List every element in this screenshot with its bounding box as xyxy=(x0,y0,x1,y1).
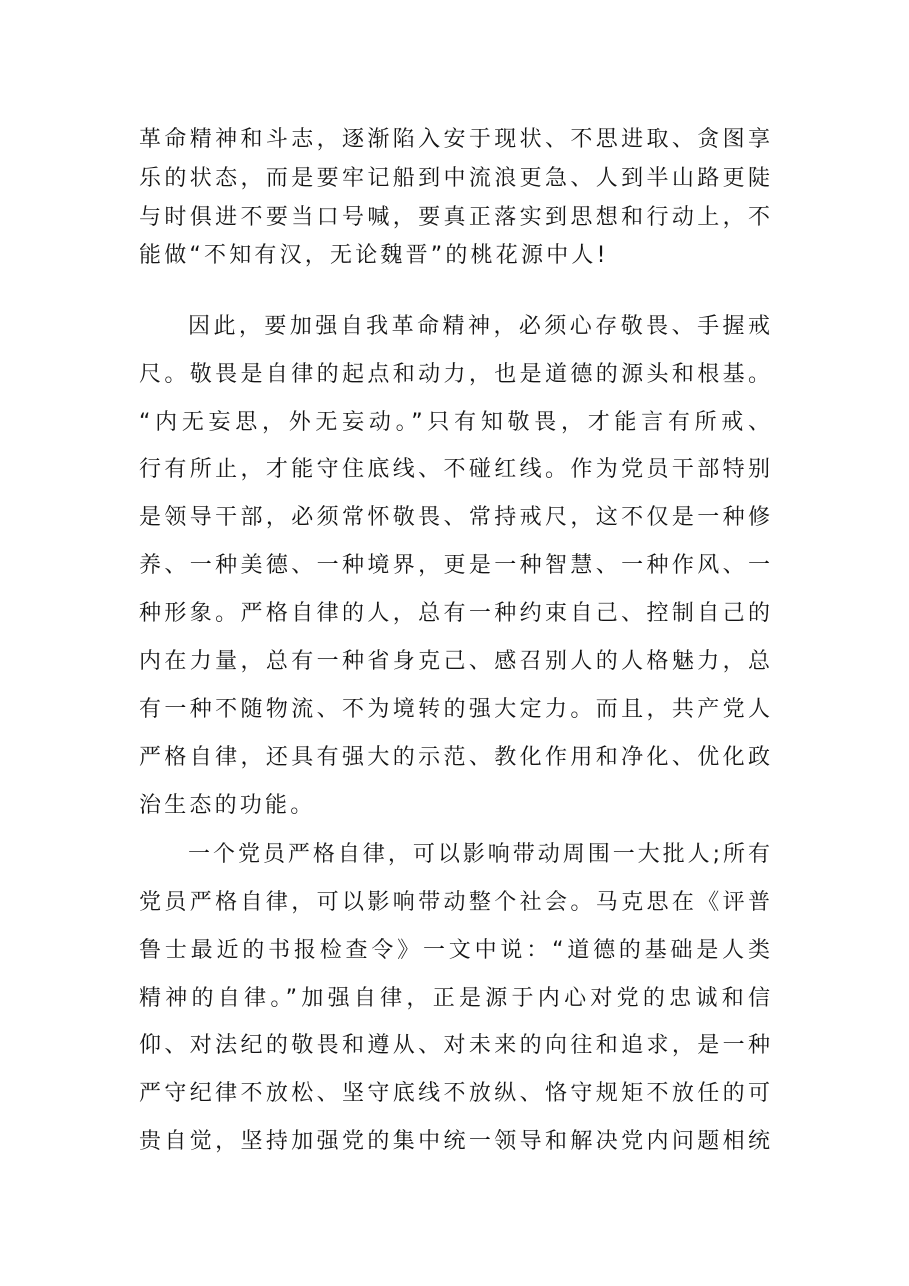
text-line: 种形象。严格自律的人，总有一种约束自己、控制自己的 xyxy=(139,601,770,626)
text-line: 养、一种美德、一种境界，更是一种智慧、一种作风、一 xyxy=(139,553,770,578)
text-line: 尺。敬畏是自律的起点和动力，也是道德的源头和根基。 xyxy=(139,362,770,387)
text-line: 一个党员严格自律，可以影响带动周围一大批人;所有 xyxy=(188,842,770,867)
text-line: 因此，要加强自我革命精神，必须心存敬畏、手握戒 xyxy=(188,314,770,339)
text-line: 仰、对法纪的敬畏和遵从、对未来的向往和追求，是一种 xyxy=(139,1033,770,1058)
text-line: 与时俱进不要当口号喊，要真正落实到思想和行动上，不 xyxy=(139,205,770,230)
text-line: 行有所止，才能守住底线、不碰红线。作为党员干部特别 xyxy=(139,457,770,482)
text-line: 精神的自律。”加强自律，正是源于内心对党的忠诚和信 xyxy=(139,986,770,1011)
text-line: 鲁士最近的书报检查令》一文中说：“道德的基础是人类 xyxy=(139,938,770,963)
text-line: 治生态的功能。 xyxy=(139,793,316,818)
text-line: 严守纪律不放松、坚守底线不放纵、恪守规矩不放任的可 xyxy=(139,1081,770,1106)
text-line: 严格自律，还具有强大的示范、教化作用和净化、优化政 xyxy=(139,745,770,770)
text-line: 有一种不随物流、不为境转的强大定力。而且，共产党人 xyxy=(139,697,770,722)
text-line: 革命精神和斗志，逐渐陷入安于现状、不思进取、贪图享 xyxy=(139,127,770,152)
text-line: 是领导干部，必须常怀敬畏、常持戒尺，这不仅是一种修 xyxy=(139,505,770,530)
text-line: 乐的状态，而是要牢记船到中流浪更急、人到半山路更陡 xyxy=(139,166,770,191)
text-line: 党员严格自律，可以影响带动整个社会。马克思在《评普 xyxy=(139,890,770,915)
text-line: 贵自觉，坚持加强党的集中统一领导和解决党内问题相统 xyxy=(139,1129,770,1154)
text-line: 能做“不知有汉，无论魏晋”的桃花源中人! xyxy=(139,243,609,268)
text-line: “内无妄思，外无妄动。”只有知敬畏，才能言有所戒、 xyxy=(139,410,770,435)
text-line: 内在力量，总有一种省身克己、感召别人的人格魅力，总 xyxy=(139,649,770,674)
